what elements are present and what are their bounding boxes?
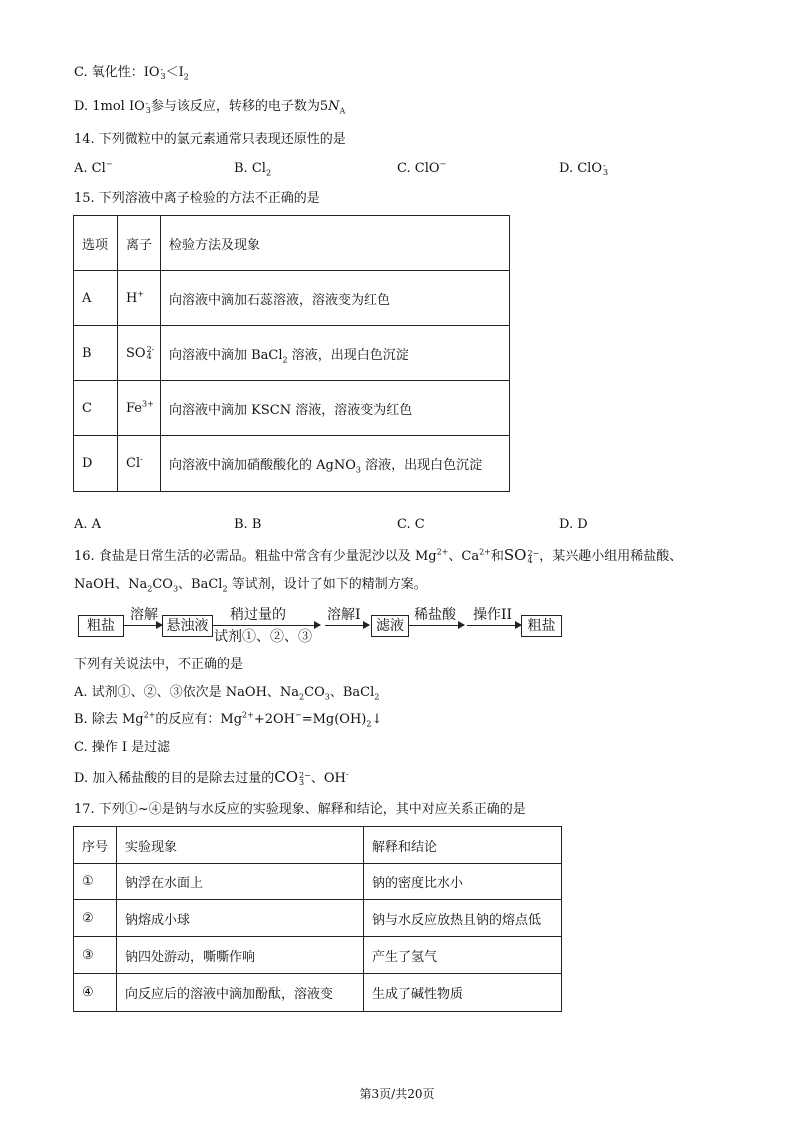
explanation-cell: 生成了碱性物质 [364, 974, 562, 1012]
q15-stem: 15. 下列溶液中离子检验的方法不正确的是 [74, 191, 320, 206]
q16-option-a: A. 试剂①、②、③依次是 NaOH、$Na_2CO_3$、BaCl$_2$ [74, 685, 380, 702]
q14-option-b: B. $Cl_2$ [234, 161, 272, 178]
index-cell: ① [74, 864, 117, 900]
index-cell: ④ [74, 974, 117, 1012]
q16-stem-line1: 16. 食盐是日常生活的必需品。粗盐中常含有少量泥沙以及 $Mg^{2+}$、$Ca^{2+}$和SO 2− 4 ，某兴趣小组用稀盐酸、 [74, 546, 683, 565]
table-row [74, 900, 562, 937]
header-cell: 序号 [74, 827, 117, 864]
index-cell: ③ [74, 937, 117, 974]
table-row [74, 381, 510, 436]
flow-arrow-step2 [467, 625, 521, 626]
q13-option-c: C. 氧化性：IO - 3 $<I_2$ [74, 64, 189, 82]
flow-label-reagents: 试剂①、②、③ [214, 629, 312, 645]
flow-arrow-reagents [213, 625, 320, 626]
method-cell: 向溶液中滴加 BaCl$_2$ 溶液，出现白色沉淀 [161, 326, 510, 381]
flow-label-step2: 操作II [473, 607, 513, 623]
q15-option-d: D. D [559, 517, 588, 532]
flow-box-refined-salt: 粗盐 [521, 615, 562, 637]
phenomenon-cell: 向反应后的溶液中滴加酚酞，溶液变 [117, 974, 364, 1012]
purification-flow-diagram [74, 606, 574, 650]
q14-option-d: D. ClO - 3 [559, 160, 609, 177]
header-cell: 选项 [74, 216, 118, 271]
header-cell: 检验方法及现象 [161, 216, 510, 271]
option-cell: D [74, 436, 118, 492]
page-footer: 第3页/共20页 [359, 1087, 435, 1101]
method-cell: 向溶液中滴加硝酸酸化的 AgNO$_3$ 溶液，出现白色沉淀 [161, 436, 510, 492]
q17-stem: 17. 下列①~④是钠与水反应的实验现象、解释和结论，其中对应关系正确的是 [74, 802, 526, 817]
flow-box-filtrate: 滤液 [371, 615, 409, 637]
option-cell: C [74, 381, 118, 436]
flow-arrow-dissolve [124, 625, 162, 626]
table-row [74, 326, 510, 381]
header-cell: 解释和结论 [364, 827, 562, 864]
flow-arrow-hcl [409, 625, 464, 626]
flow-label-hcl: 稀盐酸 [414, 607, 456, 623]
q15-option-c: C. C [397, 517, 425, 532]
q15-option-b: B. B [234, 517, 262, 532]
q15-table [73, 215, 510, 492]
table-row [74, 974, 562, 1012]
method-cell: 向溶液中滴加石蕊溶液，溶液变为红色 [161, 271, 510, 326]
table-row [74, 937, 562, 974]
q16-question: 下列有关说法中，不正确的是 [74, 657, 244, 672]
flow-label-excess: 稍过量的 [230, 607, 286, 623]
explanation-cell: 钠与水反应放热且钠的熔点低 [364, 900, 562, 937]
q14-stem: 14. 下列微粒中的氯元素通常只表现还原性的是 [74, 132, 346, 147]
q16-option-d: D. 加入稀盐酸的目的是除去过量的CO 2− 3 、OH- [74, 768, 349, 787]
q16-stem-line2: NaOH、$Na_2CO_3$、BaCl$_2$ 等试剂，设计了如下的精制方案。 [74, 577, 427, 594]
explanation-cell: 产生了氢气 [364, 937, 562, 974]
q17-table [73, 826, 562, 1012]
ion-cell: SO 2- 4 [118, 326, 161, 381]
q14-option-c: C. ClO− [397, 159, 447, 176]
table-header-row [74, 216, 510, 271]
option-cell: B [74, 326, 118, 381]
q14-option-a: A. Cl− [74, 159, 113, 176]
method-cell: 向溶液中滴加 KSCN 溶液，溶液变为红色 [161, 381, 510, 436]
option-cell: A [74, 271, 118, 326]
phenomenon-cell: 钠熔成小球 [117, 900, 364, 937]
table-header-row [74, 827, 562, 864]
flow-arrow-step1 [325, 625, 369, 626]
phenomenon-cell: 钠浮在水面上 [117, 864, 364, 900]
ion-cell: H+ [118, 271, 161, 326]
explanation-cell: 钠的密度比水小 [364, 864, 562, 900]
table-row [74, 271, 510, 326]
table-row [74, 864, 562, 900]
q13-option-d: D. 1mol IO - 3 参与该反应，转移的电子数为$5N_A$ [74, 98, 346, 116]
phenomenon-cell: 钠四处游动，嘶嘶作响 [117, 937, 364, 974]
q16-option-b: B. 除去 $Mg^{2+}$的反应有：$Mg^{2+}+2OH^-=Mg(OH)_2↓$ [74, 710, 383, 729]
header-cell: 离子 [118, 216, 161, 271]
index-cell: ② [74, 900, 117, 937]
ion-cell: $Fe^{3+}$ [118, 381, 161, 436]
table-row [74, 436, 510, 492]
flow-box-suspension: 悬浊液 [162, 615, 213, 637]
q16-option-c: C. 操作 Ⅰ 是过滤 [74, 740, 171, 755]
header-cell: 实验现象 [117, 827, 364, 864]
q15-option-a: A. A [74, 517, 102, 532]
flow-box-crude-salt: 粗盐 [78, 615, 124, 637]
flow-label-dissolve: 溶解 [130, 607, 158, 623]
ion-cell: Cl- [118, 436, 161, 492]
flow-label-step1: 溶解I [327, 607, 361, 623]
